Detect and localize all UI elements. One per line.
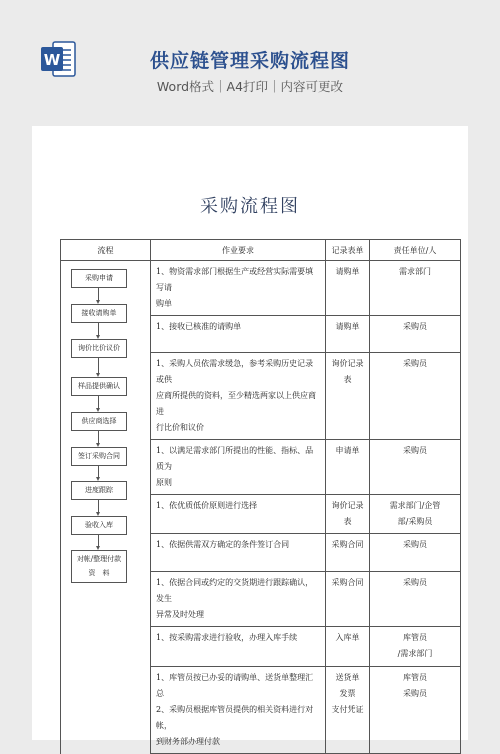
flowchart bbox=[61, 261, 151, 661]
req-cell bbox=[151, 627, 326, 667]
req-cell bbox=[151, 440, 326, 495]
req-line: 行比价和议价 bbox=[156, 423, 204, 432]
flow-step: 样品提供确认 bbox=[71, 377, 127, 396]
flow-step: 进度跟踪 bbox=[71, 481, 127, 500]
owner-cell bbox=[370, 495, 461, 534]
req-line: 1、物资需求部门根据生产或经营实际需要填写请 bbox=[156, 267, 314, 292]
form-cell bbox=[326, 353, 370, 440]
req-line: 1、以满足需求部门所提出的性能、指标、品质为 bbox=[156, 446, 314, 471]
owner-line: 库管员 bbox=[403, 633, 427, 642]
owner-line: 采购员 bbox=[403, 578, 427, 587]
owner-line: 库管员 bbox=[403, 673, 427, 682]
owner-line: 需求部门/企管 bbox=[389, 501, 441, 510]
owner-cell bbox=[370, 316, 461, 353]
flow-step-label: 资 料 bbox=[88, 569, 110, 577]
header bbox=[0, 0, 500, 118]
owner-line: 需求部门 bbox=[399, 267, 431, 276]
procurement-table bbox=[60, 239, 461, 754]
form-line: 询价记录 bbox=[331, 501, 364, 510]
column-header: 流程 bbox=[61, 240, 151, 261]
req-line: 1、库管员按已办妥的请购单、送货单整理汇总 bbox=[156, 673, 314, 698]
form-line: 入库单 bbox=[335, 633, 360, 642]
form-line: 采购合同 bbox=[331, 578, 364, 587]
req-line: 1、依据供需双方确定的条件签订合同 bbox=[156, 540, 290, 549]
flowchart-cell bbox=[61, 261, 151, 754]
owner-line: 采购员 bbox=[403, 359, 427, 368]
form-line: 请购单 bbox=[335, 267, 360, 276]
table-row bbox=[61, 261, 461, 316]
req-line: 到财务部办理付款 bbox=[156, 737, 220, 746]
req-line: 原则 bbox=[156, 478, 172, 487]
req-line: 购单 bbox=[156, 299, 172, 308]
form-line: 送货单 bbox=[335, 673, 360, 682]
flow-step: 采购申请 bbox=[71, 269, 127, 288]
req-line: 1、接收已核准的请购单 bbox=[156, 322, 242, 331]
flow-step bbox=[71, 550, 127, 583]
flow-connector bbox=[98, 288, 99, 300]
form-cell bbox=[326, 495, 370, 534]
req-cell bbox=[151, 261, 326, 316]
page-title: 供应链管理采购流程图 bbox=[149, 50, 350, 72]
form-cell bbox=[326, 316, 370, 353]
owner-cell bbox=[370, 534, 461, 572]
req-cell bbox=[151, 353, 326, 440]
column-header: 记录表单 bbox=[326, 240, 370, 261]
owner-cell bbox=[370, 440, 461, 495]
owner-cell bbox=[370, 261, 461, 316]
owner-cell bbox=[370, 627, 461, 667]
req-line: 1、依据合同或约定的交货期进行跟踪确认，发生 bbox=[156, 578, 314, 603]
req-line: 1、采购人员依需求缓急，参考采购历史记录或供 bbox=[156, 359, 314, 384]
form-cell bbox=[326, 627, 370, 667]
req-cell bbox=[151, 667, 326, 754]
word-icon-letter: W bbox=[43, 51, 61, 69]
form-line: 表 bbox=[343, 517, 352, 526]
form-line: 询价记录 bbox=[331, 359, 364, 368]
flow-step: 接收请购单 bbox=[71, 304, 127, 323]
form-cell bbox=[326, 534, 370, 572]
flow-connector bbox=[98, 500, 99, 512]
flow-step: 签订采购合同 bbox=[71, 447, 127, 466]
column-header: 作业要求 bbox=[151, 240, 326, 261]
req-cell bbox=[151, 572, 326, 627]
column-header: 责任单位/人 bbox=[370, 240, 461, 261]
flow-step-label: 对帐/整理付款 bbox=[76, 555, 122, 563]
owner-line: 采购员 bbox=[403, 446, 427, 455]
req-cell bbox=[151, 534, 326, 572]
table-header-row bbox=[61, 240, 461, 261]
req-line: 异常及时处理 bbox=[156, 610, 204, 619]
flow-connector bbox=[98, 396, 99, 408]
flow-connector bbox=[98, 358, 99, 373]
owner-line: /需求部门 bbox=[397, 649, 433, 658]
flow-connector bbox=[98, 431, 99, 443]
flow-step: 供应商选择 bbox=[71, 412, 127, 431]
owner-line: 采购员 bbox=[403, 689, 427, 698]
owner-line: 部/采购员 bbox=[397, 517, 433, 526]
flow-connector bbox=[98, 323, 99, 335]
owner-line: 采购员 bbox=[403, 540, 427, 549]
req-line: 1、依优质低价原则进行选择 bbox=[156, 501, 258, 510]
req-line: 2、采购员根据库管员提供的相关资料进行对帐， bbox=[156, 705, 314, 730]
req-line: 应商所提供的资料，至少精选两家以上供应商进 bbox=[156, 391, 316, 416]
form-cell bbox=[326, 440, 370, 495]
form-line: 表 bbox=[343, 375, 352, 384]
req-cell bbox=[151, 495, 326, 534]
form-line: 支付凭证 bbox=[331, 705, 364, 714]
req-line: 1、按采购需求进行验收，办理入库手续 bbox=[156, 633, 298, 642]
flow-step: 询价比价议价 bbox=[71, 339, 127, 358]
document-page bbox=[32, 126, 468, 746]
form-line: 申请单 bbox=[335, 446, 360, 455]
owner-cell bbox=[370, 572, 461, 627]
document-title: 采购流程图 bbox=[200, 196, 300, 217]
flow-step: 验收入库 bbox=[71, 516, 127, 535]
page-subtitle: Word格式｜A4打印｜内容可更改 bbox=[156, 79, 344, 94]
owner-cell bbox=[370, 667, 461, 754]
form-cell bbox=[326, 572, 370, 627]
form-line: 发票 bbox=[339, 689, 356, 698]
flow-connector bbox=[98, 466, 99, 477]
form-cell bbox=[326, 667, 370, 754]
owner-cell bbox=[370, 353, 461, 440]
form-cell bbox=[326, 261, 370, 316]
form-line: 请购单 bbox=[335, 322, 360, 331]
form-line: 采购合同 bbox=[331, 540, 364, 549]
flow-connector bbox=[98, 535, 99, 546]
req-cell bbox=[151, 316, 326, 353]
owner-line: 采购员 bbox=[403, 322, 427, 331]
